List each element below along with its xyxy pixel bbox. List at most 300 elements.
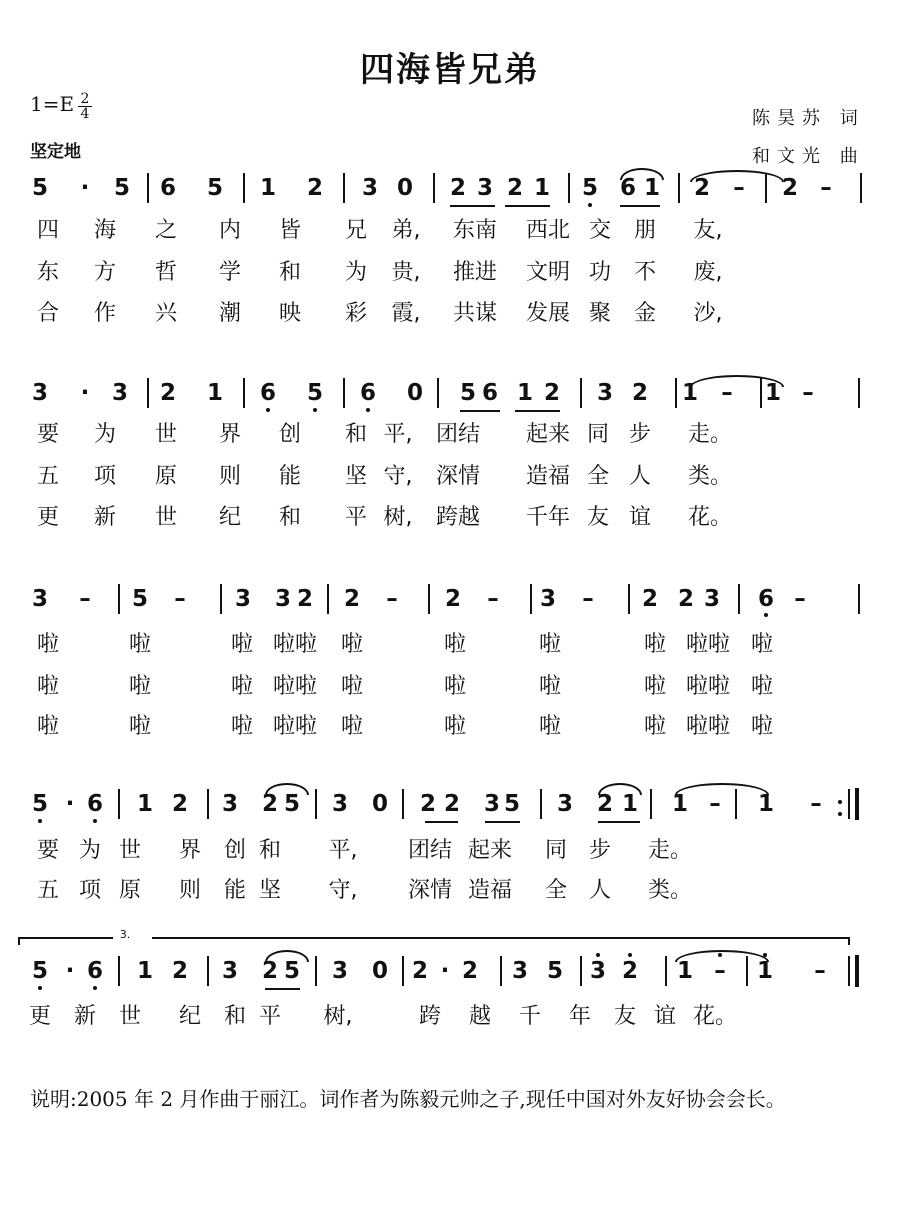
footnote: 说明:2005 年 2 月作曲于丽江。词作者为陈毅元帅之子,现任中国对外友好协会会长。 <box>30 1087 786 1111</box>
lyric-syllable: 啦 <box>230 674 254 699</box>
jianpu-note: 3 <box>221 791 239 817</box>
lyric-syllable: 要 <box>36 838 60 863</box>
jianpu-note: 6 <box>359 380 377 406</box>
lyric-syllable: 啦 <box>643 714 667 739</box>
jianpu-note: 3 <box>221 958 239 984</box>
slur <box>675 950 769 962</box>
lyric-syllable: 要 <box>36 422 60 447</box>
lyric-syllable: 和 <box>344 422 368 447</box>
lyric-syllable: 树, <box>383 505 413 530</box>
jianpu-note: – <box>721 380 733 406</box>
lyric-syllable: 平, <box>328 838 358 863</box>
jianpu-note: 3 <box>511 958 529 984</box>
time-signature-bottom: 4 <box>78 106 92 121</box>
barline <box>402 789 404 819</box>
jianpu-note: – <box>814 958 826 984</box>
jianpu-note: 2 <box>261 791 279 817</box>
beam <box>515 410 560 412</box>
lyric-syllable: 友 <box>613 1004 637 1029</box>
lyric-syllable: 团结 <box>407 838 453 863</box>
lyric-syllable: 深情 <box>407 878 453 903</box>
volta-bracket <box>152 937 850 939</box>
slur <box>265 950 309 962</box>
lyric-syllable: 啦 <box>538 632 562 657</box>
lyric-syllable: 啦 <box>36 714 60 739</box>
lyric-syllable: 啦 <box>750 714 774 739</box>
lyric-syllable: 为 <box>93 422 117 447</box>
lyric-syllable: 啦 <box>443 674 467 699</box>
lyric-syllable: 世 <box>154 422 178 447</box>
jianpu-note: 2 <box>621 958 639 984</box>
jianpu-note: 2 <box>543 380 561 406</box>
lyric-syllable: 花。 <box>692 1004 738 1029</box>
barline <box>738 584 740 614</box>
lyric-syllable: 交 <box>588 218 612 243</box>
lyric-syllable: 文明 <box>525 260 571 285</box>
lyric-syllable: 啦 <box>128 714 152 739</box>
lyric-syllable: 之 <box>154 218 178 243</box>
octave-dot-high <box>596 953 600 957</box>
lyric-syllable: 全 <box>586 464 610 489</box>
beam <box>265 988 300 990</box>
lyric-syllable: 步 <box>628 422 652 447</box>
lyric-syllable: 沙, <box>693 301 723 326</box>
jianpu-note: 2 <box>631 380 649 406</box>
jianpu-note: 5 <box>31 958 49 984</box>
lyric-syllable: 啦 <box>443 632 467 657</box>
key-signature: 1=E <box>30 92 75 116</box>
lyric-syllable: 啦 <box>36 632 60 657</box>
lyric-syllable: 千年 <box>525 505 571 530</box>
lyric-syllable: 贵, <box>391 260 421 285</box>
repeat-dot <box>838 800 842 804</box>
lyric-syllable: 创 <box>278 422 302 447</box>
barline <box>243 173 245 203</box>
jianpu-note: 6 <box>86 791 104 817</box>
jianpu-note: 3 <box>589 958 607 984</box>
barline <box>530 584 532 614</box>
barline <box>220 584 222 614</box>
composer-credit: 和文光 曲 <box>752 146 865 167</box>
lyric-syllable: 啦啦 <box>685 632 731 657</box>
lyric-syllable: 团结 <box>435 422 481 447</box>
jianpu-note: 3 <box>596 380 614 406</box>
jianpu-note: 1 <box>136 958 154 984</box>
jianpu-note: · <box>440 958 450 984</box>
lyric-syllable: 哲 <box>154 260 178 285</box>
jianpu-note: 3 <box>539 586 557 612</box>
lyric-syllable: 能 <box>223 878 247 903</box>
beam <box>460 410 500 412</box>
lyric-syllable: 和 <box>258 838 282 863</box>
jianpu-note: 1 <box>756 958 774 984</box>
lyric-syllable: 平 <box>344 505 368 530</box>
lyric-syllable: 类。 <box>647 878 693 903</box>
jianpu-note: 1 <box>136 791 154 817</box>
lyric-syllable: 为 <box>78 838 102 863</box>
lyric-syllable: 啦 <box>443 714 467 739</box>
lyric-syllable: 弟, <box>391 218 421 243</box>
lyric-syllable: 和 <box>278 260 302 285</box>
lyric-syllable: 啦啦 <box>272 714 318 739</box>
octave-dot <box>764 613 768 617</box>
jianpu-note: 1 <box>643 175 661 201</box>
lyric-syllable: 啦 <box>230 632 254 657</box>
lyric-syllable: 人 <box>588 878 612 903</box>
jianpu-note: 6 <box>619 175 637 201</box>
volta-label: 3. <box>119 928 131 941</box>
barline <box>628 584 630 614</box>
lyric-syllable: 啦啦 <box>272 632 318 657</box>
barline <box>118 584 120 614</box>
jianpu-note: 1 <box>676 958 694 984</box>
lyric-syllable: 学 <box>218 260 242 285</box>
jianpu-note: – <box>582 586 594 612</box>
jianpu-note: 2 <box>296 586 314 612</box>
beam <box>505 205 550 207</box>
octave-dot <box>38 986 42 990</box>
jianpu-note: 5 <box>581 175 599 201</box>
beam <box>598 821 640 823</box>
jianpu-note: 5 <box>31 175 49 201</box>
jianpu-note: 0 <box>396 175 414 201</box>
jianpu-note: – <box>79 586 91 612</box>
lyric-syllable: 世 <box>154 505 178 530</box>
lyric-syllable: 友, <box>693 218 723 243</box>
jianpu-note: – <box>794 586 806 612</box>
jianpu-note: 3 <box>476 175 494 201</box>
jianpu-note: 1 <box>681 380 699 406</box>
barline <box>675 378 677 408</box>
lyric-syllable: 啦 <box>538 674 562 699</box>
barline <box>147 173 149 203</box>
lyric-syllable: 起来 <box>525 422 571 447</box>
lyric-syllable: 人 <box>628 464 652 489</box>
beam <box>425 821 458 823</box>
lyric-syllable: 纪 <box>218 505 242 530</box>
jianpu-note: 2 <box>461 958 479 984</box>
lyric-syllable: 啦 <box>340 632 364 657</box>
slur <box>690 375 784 387</box>
barline <box>433 173 435 203</box>
barline <box>428 584 430 614</box>
jianpu-note: 2 <box>449 175 467 201</box>
barline <box>207 789 209 819</box>
lyric-syllable: 皆 <box>278 218 302 243</box>
jianpu-note: 2 <box>506 175 524 201</box>
beam <box>485 821 520 823</box>
lyric-syllable: 五 <box>36 464 60 489</box>
lyric-syllable: 平 <box>258 1004 282 1029</box>
jianpu-note: – <box>386 586 398 612</box>
jianpu-note: 6 <box>481 380 499 406</box>
jianpu-note: 1 <box>757 791 775 817</box>
octave-dot-high <box>628 953 632 957</box>
lyric-syllable: 推进 <box>452 260 498 285</box>
jianpu-note: – <box>810 791 822 817</box>
lyric-syllable: 界 <box>178 838 202 863</box>
barline <box>540 789 542 819</box>
jianpu-note: 2 <box>677 586 695 612</box>
lyric-syllable: 守, <box>328 878 358 903</box>
lyric-syllable: 功 <box>588 260 612 285</box>
lyric-syllable: 啦啦 <box>685 674 731 699</box>
lyric-syllable: 啦 <box>340 714 364 739</box>
final-barline <box>855 788 859 820</box>
lyric-syllable: 世 <box>118 1004 142 1029</box>
barline <box>315 956 317 986</box>
lyric-syllable: 西北 <box>525 218 571 243</box>
lyric-syllable: 东南 <box>452 218 498 243</box>
jianpu-note: – <box>174 586 186 612</box>
lyric-syllable: 共谋 <box>452 301 498 326</box>
final-barline <box>855 955 859 987</box>
jianpu-note: 2 <box>444 586 462 612</box>
barline <box>858 378 860 408</box>
jianpu-note: 3 <box>703 586 721 612</box>
barline <box>207 956 209 986</box>
slur <box>265 783 309 795</box>
jianpu-note: 6 <box>259 380 277 406</box>
jianpu-note: – <box>820 175 832 201</box>
lyric-syllable: 金 <box>633 301 657 326</box>
lyric-syllable: 跨越 <box>435 505 481 530</box>
lyric-syllable: 创 <box>223 838 247 863</box>
jianpu-note: 2 <box>343 586 361 612</box>
barline <box>437 378 439 408</box>
lyric-syllable: 朋 <box>633 218 657 243</box>
lyric-syllable: 世 <box>118 838 142 863</box>
jianpu-note: 5 <box>283 791 301 817</box>
jianpu-note: 3 <box>331 958 349 984</box>
lyric-syllable: 方 <box>93 260 117 285</box>
barline <box>147 378 149 408</box>
jianpu-note: 3 <box>274 586 292 612</box>
barline <box>665 956 667 986</box>
lyric-syllable: 兴 <box>154 301 178 326</box>
jianpu-note: 2 <box>171 958 189 984</box>
jianpu-note: 6 <box>159 175 177 201</box>
lyric-syllable: 聚 <box>588 301 612 326</box>
lyric-syllable: 和 <box>223 1004 247 1029</box>
jianpu-note: 5 <box>113 175 131 201</box>
jianpu-note: 6 <box>757 586 775 612</box>
jianpu-note: 6 <box>86 958 104 984</box>
octave-dot <box>366 408 370 412</box>
jianpu-note: 3 <box>483 791 501 817</box>
lyric-syllable: 界 <box>218 422 242 447</box>
jianpu-note: 5 <box>546 958 564 984</box>
jianpu-note: – <box>714 958 726 984</box>
jianpu-note: · <box>65 791 75 817</box>
lyric-syllable: 原 <box>118 878 142 903</box>
lyric-syllable: 纪 <box>178 1004 202 1029</box>
lyric-syllable: 造福 <box>525 464 571 489</box>
jianpu-note: – <box>709 791 721 817</box>
jianpu-note: 2 <box>159 380 177 406</box>
barline <box>327 584 329 614</box>
lyric-syllable: 原 <box>154 464 178 489</box>
jianpu-note: 2 <box>443 791 461 817</box>
jianpu-note: 3 <box>234 586 252 612</box>
octave-dot <box>93 819 97 823</box>
octave-dot <box>93 986 97 990</box>
time-signature-top: 2 <box>80 91 90 107</box>
jianpu-note: 2 <box>419 791 437 817</box>
jianpu-note: 5 <box>459 380 477 406</box>
lyric-syllable: 走。 <box>687 422 733 447</box>
barline <box>402 956 404 986</box>
barline <box>243 378 245 408</box>
lyric-syllable: 坚 <box>344 464 368 489</box>
lyric-syllable: 项 <box>78 878 102 903</box>
song-title: 四海皆兄弟 <box>360 50 540 90</box>
lyric-syllable: 项 <box>93 464 117 489</box>
octave-dot <box>266 408 270 412</box>
jianpu-note: 5 <box>31 791 49 817</box>
lyric-syllable: 啦 <box>128 632 152 657</box>
jianpu-note: 2 <box>641 586 659 612</box>
lyric-syllable: 花。 <box>687 505 733 530</box>
barline <box>580 956 582 986</box>
jianpu-note: 0 <box>371 791 389 817</box>
lyric-syllable: 起来 <box>467 838 513 863</box>
octave-dot <box>313 408 317 412</box>
lyric-syllable: 友 <box>586 505 610 530</box>
lyric-syllable: 为 <box>344 260 368 285</box>
barline <box>568 173 570 203</box>
lyric-syllable: 则 <box>218 464 242 489</box>
barline <box>315 789 317 819</box>
lyric-syllable: 映 <box>278 301 302 326</box>
lyric-syllable: 兄 <box>344 218 368 243</box>
lyric-syllable: 五 <box>36 878 60 903</box>
barline <box>118 789 120 819</box>
jianpu-note: – <box>487 586 499 612</box>
lyric-syllable: 新 <box>73 1004 97 1029</box>
lyricist-credit: 陈昊苏 词 <box>752 108 865 129</box>
lyric-syllable: 发展 <box>525 301 571 326</box>
lyric-syllable: 四 <box>36 218 60 243</box>
jianpu-note: – <box>733 175 745 201</box>
lyric-syllable: 同 <box>544 838 568 863</box>
barline <box>650 789 652 819</box>
jianpu-note: · <box>80 175 90 201</box>
lyric-syllable: 啦 <box>643 632 667 657</box>
lyric-syllable: 谊 <box>628 505 652 530</box>
lyric-syllable: 啦 <box>340 674 364 699</box>
jianpu-note: 5 <box>503 791 521 817</box>
lyric-syllable: 啦 <box>750 632 774 657</box>
jianpu-note: 3 <box>31 586 49 612</box>
volta-end <box>18 937 20 945</box>
lyric-syllable: 啦 <box>750 674 774 699</box>
lyric-syllable: 则 <box>178 878 202 903</box>
barline <box>580 378 582 408</box>
barline <box>500 956 502 986</box>
barline <box>848 956 850 986</box>
slur <box>675 783 769 795</box>
lyric-syllable: 坚 <box>258 878 282 903</box>
lyric-syllable: 不 <box>633 260 657 285</box>
lyric-syllable: 彩 <box>344 301 368 326</box>
lyric-syllable: 年 <box>568 1004 592 1029</box>
jianpu-note: 5 <box>206 175 224 201</box>
jianpu-note: 1 <box>206 380 224 406</box>
slur <box>620 168 664 180</box>
lyric-syllable: 同 <box>586 422 610 447</box>
jianpu-note: 1 <box>516 380 534 406</box>
jianpu-note: 1 <box>621 791 639 817</box>
lyric-syllable: 走。 <box>647 838 693 863</box>
jianpu-note: 2 <box>261 958 279 984</box>
jianpu-note: 3 <box>111 380 129 406</box>
lyric-syllable: 谊 <box>653 1004 677 1029</box>
jianpu-note: 3 <box>361 175 379 201</box>
slur <box>598 783 642 795</box>
lyric-syllable: 海 <box>93 218 117 243</box>
lyric-syllable: 全 <box>544 878 568 903</box>
lyric-syllable: 新 <box>93 505 117 530</box>
barline <box>848 789 850 819</box>
jianpu-note: 5 <box>283 958 301 984</box>
jianpu-note: 0 <box>406 380 424 406</box>
volta-end <box>848 937 850 945</box>
repeat-dot <box>838 812 842 816</box>
lyric-syllable: 啦 <box>538 714 562 739</box>
lyric-syllable: 越 <box>468 1004 492 1029</box>
jianpu-note: 2 <box>596 791 614 817</box>
jianpu-note: 3 <box>331 791 349 817</box>
jianpu-note: 3 <box>556 791 574 817</box>
octave-dot <box>38 819 42 823</box>
lyric-syllable: 啦啦 <box>685 714 731 739</box>
lyric-syllable: 霞, <box>391 301 421 326</box>
lyric-syllable: 啦 <box>643 674 667 699</box>
barline <box>678 173 680 203</box>
lyric-syllable: 和 <box>278 505 302 530</box>
jianpu-note: · <box>80 380 90 406</box>
barline <box>343 378 345 408</box>
barline <box>343 173 345 203</box>
jianpu-note: 3 <box>31 380 49 406</box>
lyric-syllable: 啦 <box>128 674 152 699</box>
jianpu-note: – <box>802 380 814 406</box>
jianpu-note: 2 <box>306 175 324 201</box>
lyric-syllable: 啦 <box>230 714 254 739</box>
jianpu-note: 1 <box>671 791 689 817</box>
lyric-syllable: 更 <box>36 505 60 530</box>
lyric-syllable: 守, <box>383 464 413 489</box>
lyric-syllable: 啦 <box>36 674 60 699</box>
jianpu-note: 5 <box>306 380 324 406</box>
jianpu-note: 0 <box>371 958 389 984</box>
barline <box>118 956 120 986</box>
lyric-syllable: 千 <box>518 1004 542 1029</box>
jianpu-note: 2 <box>781 175 799 201</box>
jianpu-note: · <box>65 958 75 984</box>
lyric-syllable: 更 <box>28 1004 52 1029</box>
jianpu-note: 2 <box>171 791 189 817</box>
lyric-syllable: 啦啦 <box>272 674 318 699</box>
lyric-syllable: 废, <box>693 260 723 285</box>
lyric-syllable: 树, <box>323 1004 353 1029</box>
jianpu-note: 5 <box>131 586 149 612</box>
barline <box>858 584 860 614</box>
jianpu-note: 1 <box>533 175 551 201</box>
lyric-syllable: 东 <box>36 260 60 285</box>
lyric-syllable: 步 <box>588 838 612 863</box>
